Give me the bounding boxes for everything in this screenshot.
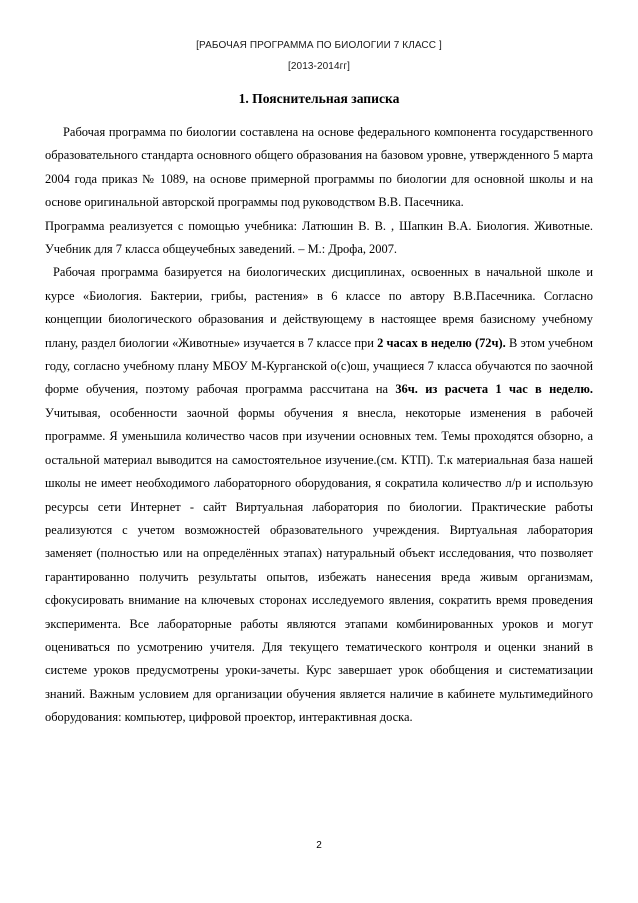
bold-total-hours: 36ч. из расчета 1 час в неделю. xyxy=(395,382,594,397)
paragraph-text-segment: Учитывая, особенности заочной формы обучения я внесла, некоторые изменения в рабочей программе. Я уменьшила количество часов при изучении основных тем. Темы проходятся обзорно, а остальной материал выводится на самостоятельное изучение.(см. КТП). Т.к материальная база нашей школы не имеет необходимого лабораторного оборудования, я сократила количество л/р и использую ресурсы сети Интернет - сайт Виртуальная лаборатория по биологии. Практические работы реализуются с учетом возможностей образовательного учреждения. Виртуальная лаборатория заменяет (полностью или на определённых этапах) натуральный объект исследования, что позволяет гарантированно получить результаты опытов, избежать нанесения вреда живым организмам, сфокусировать внимание на ключевых сторонах исследуемого явления, сократить время проведения эксперимента. Все лабораторные работы являются этапами комбинированных уроков и могут оцениваться по усмотрению учителя. Для текущего тематического контроля и оценки знаний в системе уроков предусмотрены уроки-зачеты. Курс завершает урок обобщения и систематизации знаний. Важным условием для организации обучения является наличие в кабинете мультимедийного оборудования: компьютер, цифровой проектор, интерактивная доска. xyxy=(45,405,593,725)
section-title: 1. Пояснительная записка xyxy=(238,91,400,106)
body-text xyxy=(45,121,593,730)
paragraph-textbook: Программа реализуется с помощью учебника: Латюшин В. В. , Шапкин В.А. Биология. Животные. Учебник для 7 класса общеучебных заведений. – М.: Дрофа, 2007. xyxy=(45,218,593,257)
bold-hours-per-week: 2 часах в неделю (72ч). xyxy=(377,335,506,350)
paragraph-text-segment: Рабочая программа базируется на биологических дисциплинах, освоенных в начальной школе и курсе «Биология. Бактерии, грибы, растения» в 6 классе по автору В.В.Пасечника. Согласно концепции биологического образования и действующему в настоящее время базисному учебному плану, раздел биологии «Животные» изучается в 7 классе при xyxy=(45,265,593,350)
paragraph-program-details xyxy=(45,261,593,729)
page-number: 2 xyxy=(316,840,322,851)
running-header-title: [РАБОЧАЯ ПРОГРАММА ПО БИОЛОГИИ 7 КЛАСС ] xyxy=(196,40,442,51)
paragraph-text-segment: В этом учебном году, согласно учебному плану МБОУ М-Курганской о(с)ош, учащиеся 7 класса обучаются по заочной форме обучения, поэтому рабочая программа рассчитана на xyxy=(45,335,593,397)
paragraph-program-basis: Рабочая программа по биологии составлена на основе федерального компонента государственного образовательного стандарта основного общего образования на базовом уровне, утвержденного 5 марта 2004 года приказ № 1089, на основе примерной программы по биологии для основной школы и на основе оригинальной авторской программы под руководством В.В. Пасечника. xyxy=(45,125,593,210)
running-header-years: [2013-2014гг] xyxy=(288,61,350,72)
